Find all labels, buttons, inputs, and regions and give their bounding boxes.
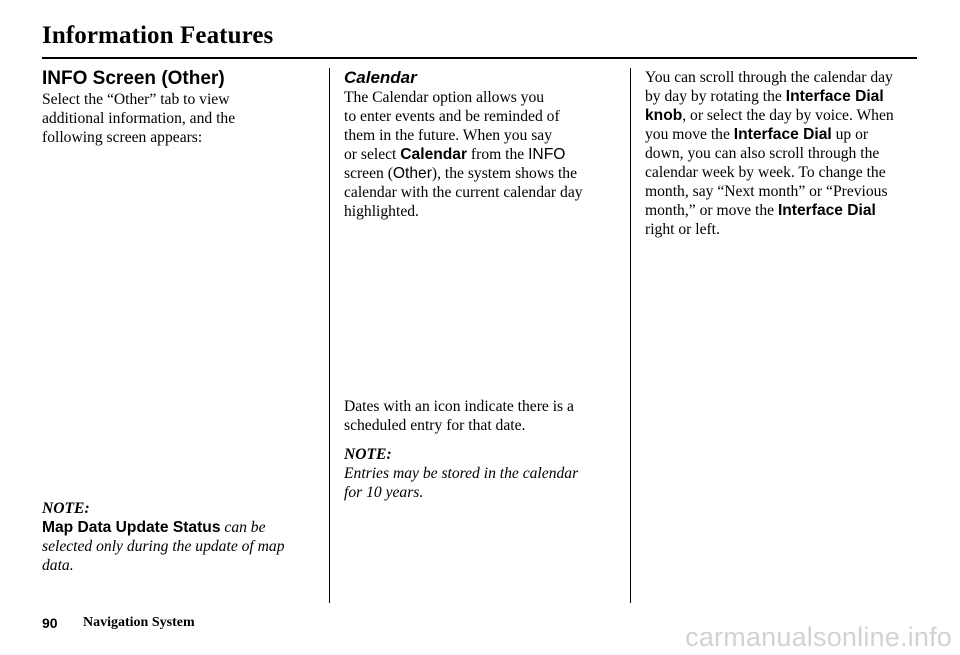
section-heading-calendar: Calendar <box>344 68 417 87</box>
footer-title: Navigation System <box>83 615 195 630</box>
note-line-2: selected only during the update of map <box>42 538 285 555</box>
scroll-line-8: month,” or move the Interface Dial <box>645 202 876 219</box>
scroll-line-3: knob, or select the day by voice. When <box>645 107 894 124</box>
note-line-1: Map Data Update Status can be <box>42 519 266 536</box>
note-line-3: data. <box>42 557 74 574</box>
interface-dial-term: Interface Dial <box>785 88 884 105</box>
column-3 <box>645 68 920 239</box>
dates-line-2: scheduled entry for that date. <box>344 417 526 434</box>
scroll-line-2: by day by rotating the Interface Dial <box>645 88 884 105</box>
scroll-line-4: you move the Interface Dial up or <box>645 126 869 143</box>
calendar-line-5: screen (Other), the system shows the <box>344 165 578 182</box>
page-title: Information Features <box>42 22 274 49</box>
intro-line-2: additional information, and the <box>42 110 236 127</box>
scroll-line-7: month, say “Next month” or “Previous <box>645 183 888 200</box>
calendar-line-6: calendar with the current calendar day <box>344 184 583 201</box>
calendar-line-7: highlighted. <box>344 203 419 220</box>
column-2 <box>344 68 614 501</box>
note2-line-2: for 10 years. <box>344 484 424 501</box>
intro-line-1: Select the “Other” tab to view <box>42 91 230 108</box>
note-label: NOTE: <box>42 500 90 517</box>
scroll-line-5: down, you can also scroll through the <box>645 145 880 162</box>
calendar-line-1: The Calendar option allows you <box>344 89 545 106</box>
calendar-term: Calendar <box>400 146 468 163</box>
intro-line-3: following screen appears: <box>42 129 203 146</box>
interface-dial-term: Interface Dial <box>733 126 832 143</box>
knob-term: knob <box>645 107 683 124</box>
watermark: carmanualsonline.info <box>685 622 952 652</box>
calendar-line-2: to enter events and be reminded of <box>344 108 560 125</box>
note-term: Map Data Update Status <box>42 519 221 536</box>
section-heading-info-screen-other: INFO Screen (Other) <box>42 68 225 89</box>
column-divider-2 <box>630 68 631 603</box>
dates-block <box>344 397 619 502</box>
interface-dial-term: Interface Dial <box>777 202 876 219</box>
info-term: INFO <box>528 146 566 163</box>
calendar-line-4: or select Calendar from the INFO <box>344 146 566 163</box>
column-1 <box>42 68 314 574</box>
page-number: 90 <box>42 615 58 631</box>
other-term: Other <box>392 165 432 182</box>
dates-line-1: Dates with an icon indicate there is a <box>344 398 574 415</box>
note2-line-1: Entries may be stored in the calendar <box>344 465 579 482</box>
scroll-line-1: You can scroll through the calendar day <box>645 69 893 86</box>
scroll-line-9: right or left. <box>645 221 720 238</box>
header-divider <box>42 57 917 59</box>
column-divider-1 <box>329 68 330 603</box>
scroll-line-6: calendar week by week. To change the <box>645 164 886 181</box>
note-block-1 <box>42 499 317 575</box>
note-label-2: NOTE: <box>344 446 392 463</box>
calendar-line-3: them in the future. When you say <box>344 127 553 144</box>
